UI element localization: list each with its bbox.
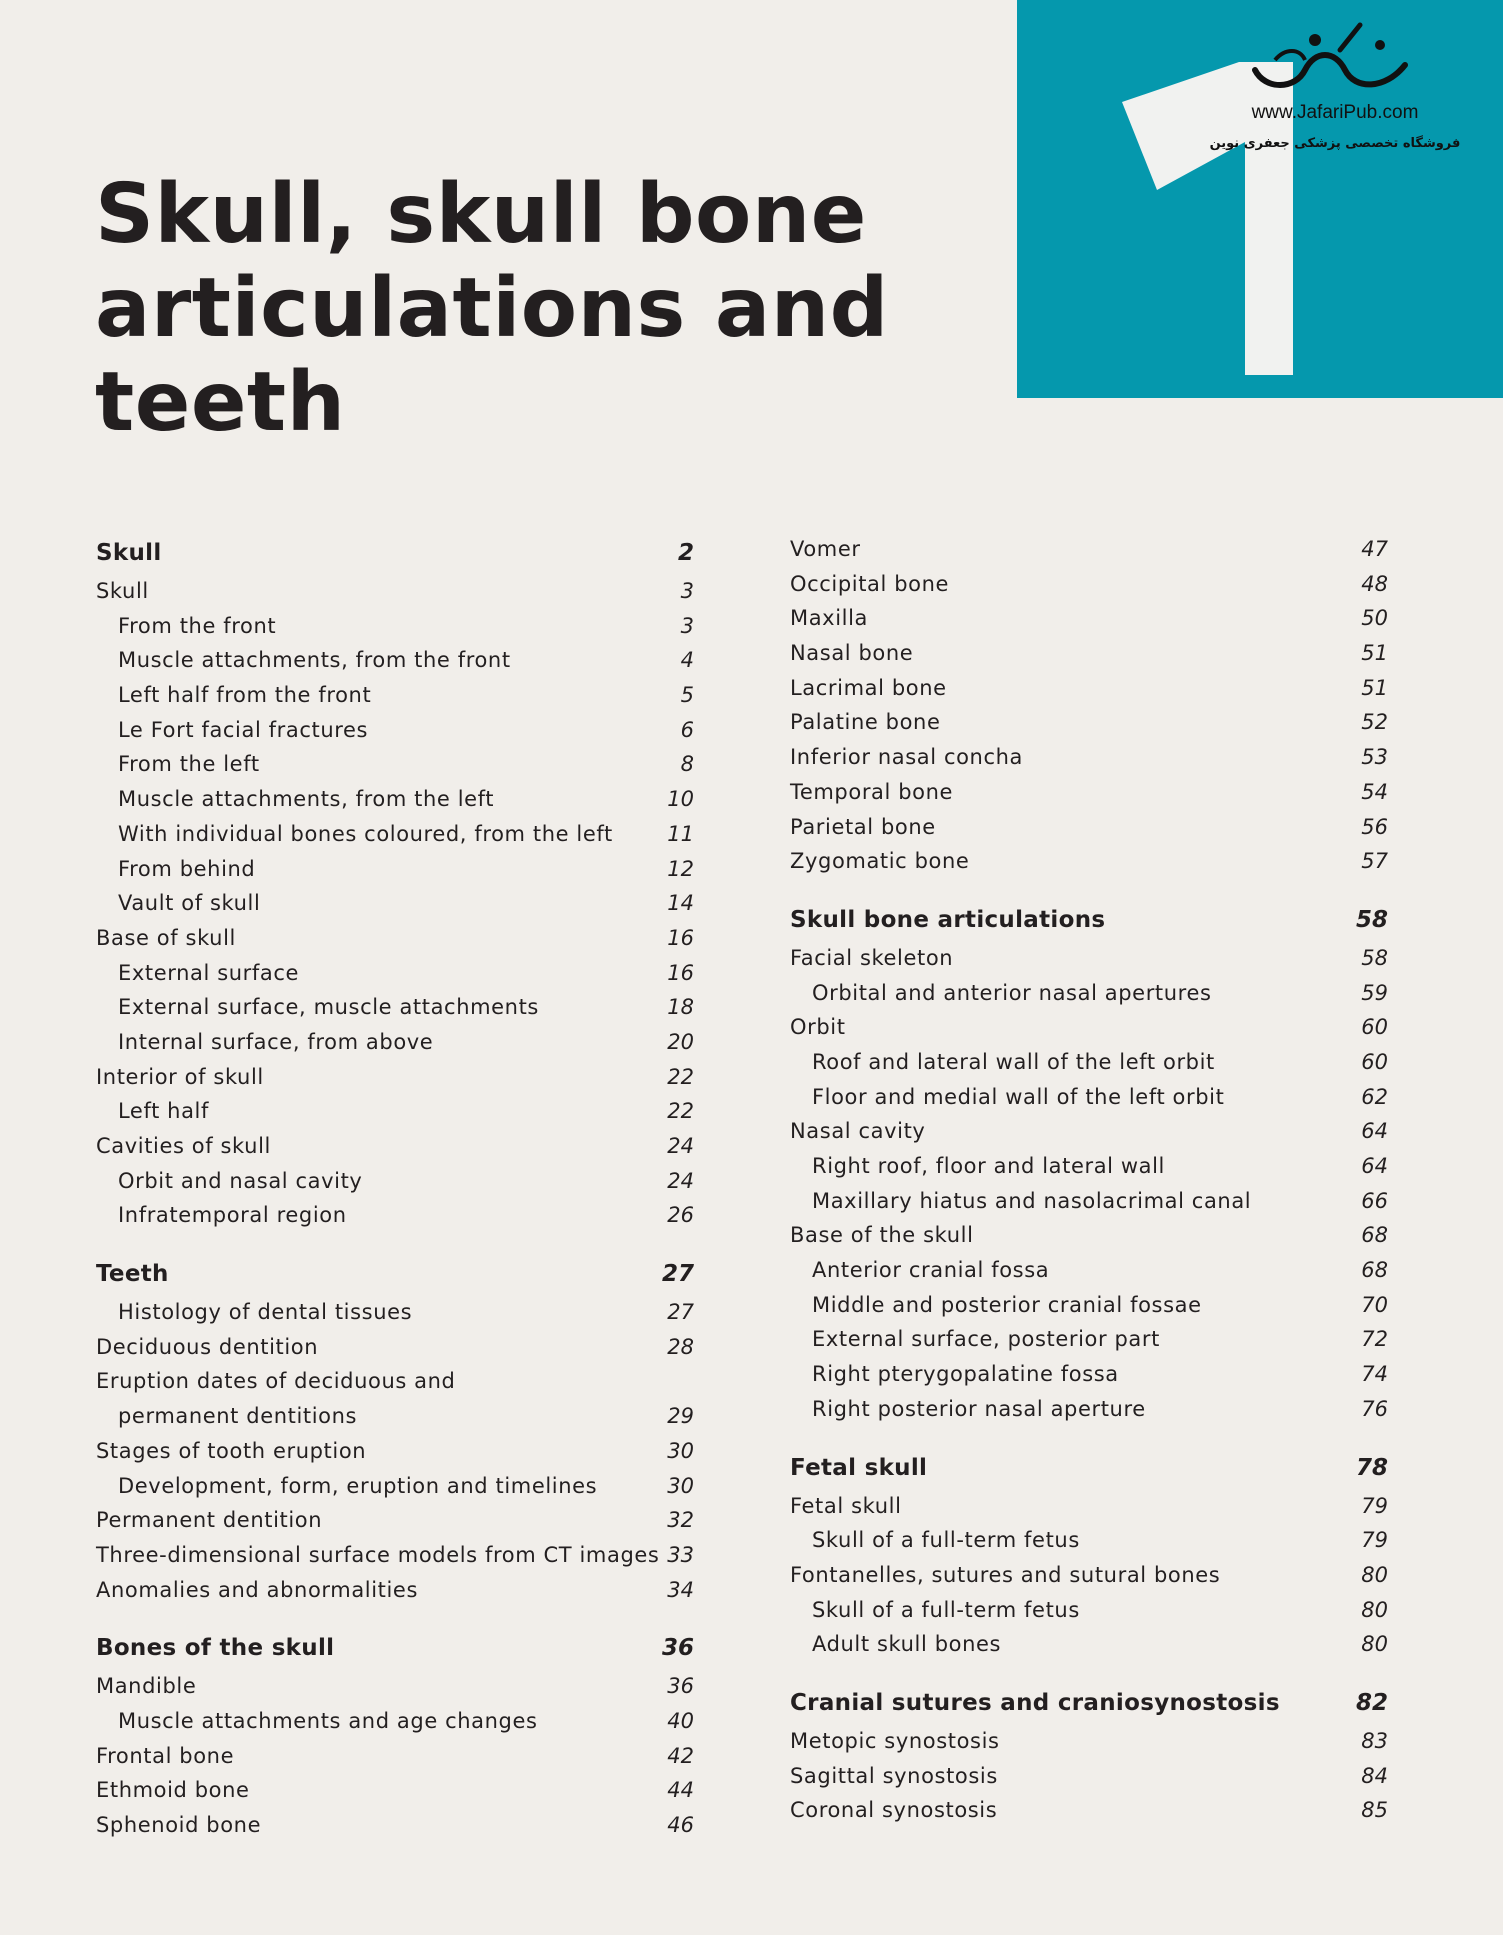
toc-entry[interactable]	[790, 941, 1388, 976]
toc-entry-page-number: 16	[667, 925, 694, 950]
toc-entry[interactable]	[96, 1503, 694, 1538]
toc-entry[interactable]	[96, 1808, 694, 1843]
toc-entry-page-number: 18	[667, 995, 694, 1020]
toc-entry-page-number: 5	[680, 683, 694, 708]
toc-entry-page-number: 3	[680, 613, 694, 638]
toc-entry-page-number: 29	[667, 1404, 694, 1429]
toc-entry[interactable]	[96, 1094, 694, 1129]
toc-entry-page-number: 24	[667, 1134, 694, 1158]
toc-entry[interactable]	[96, 1025, 694, 1060]
toc-entry-page-number: 80	[1361, 1597, 1388, 1622]
toc-entry-title: Adult skull bones	[812, 1632, 1002, 1657]
toc-entry-page-number: 30	[667, 1438, 694, 1463]
toc-entry-page-number: 51	[1361, 675, 1388, 700]
toc-entry[interactable]	[96, 1060, 694, 1095]
toc-entry-page-number: 51	[1361, 641, 1388, 666]
toc-entry[interactable]	[790, 740, 1388, 775]
toc-entry-page-number: 64	[1361, 1154, 1388, 1178]
toc-entry-title: Left half	[118, 1099, 209, 1124]
toc-entry[interactable]	[790, 1218, 1388, 1253]
toc-entry-page-number: 4	[680, 648, 694, 673]
toc-entry-page-number: 27	[661, 1261, 694, 1288]
toc-entry[interactable]	[790, 1523, 1388, 1558]
toc-entry-title: Skull of a full-term fetus	[812, 1597, 1080, 1622]
toc-entry-page-number: 62	[1361, 1084, 1388, 1109]
toc-entry-page-number: 20	[667, 1029, 694, 1054]
toc-entry-page-number: 30	[667, 1473, 694, 1498]
toc-right-column	[790, 532, 1388, 1828]
toc-section-heading[interactable]	[96, 1253, 694, 1295]
toc-entry[interactable]	[790, 705, 1388, 740]
toc-entry-title: With individual bones coloured, from the left	[118, 821, 613, 846]
toc-entry-title: Sphenoid bone	[96, 1813, 262, 1837]
toc-entry-title: Maxilla	[790, 606, 868, 631]
toc-entry-page-number: 36	[661, 1635, 694, 1662]
toc-entry-page-number: 50	[1361, 606, 1388, 631]
toc-entry-title: Interior of skull	[96, 1064, 264, 1089]
toc-entry-title: Eruption dates of deciduous and	[96, 1369, 456, 1394]
toc-entry-title: Vomer	[790, 537, 861, 561]
toc-entry-page-number: 46	[667, 1813, 694, 1837]
toc-entry[interactable]	[790, 1489, 1388, 1524]
toc-entry-page-number: 54	[1361, 779, 1388, 804]
toc-entry-title: Nasal cavity	[790, 1119, 926, 1144]
toc-entry-title: Teeth	[96, 1261, 169, 1288]
toc-entry-page-number: 68	[1361, 1223, 1388, 1248]
toc-entry-page-number: 57	[1361, 849, 1388, 874]
toc-entry[interactable]	[96, 1399, 694, 1434]
toc-entry[interactable]	[96, 817, 694, 852]
toc-entry[interactable]	[790, 1759, 1388, 1794]
toc-entry-page-number: 85	[1361, 1798, 1388, 1823]
toc-entry[interactable]	[96, 1669, 694, 1704]
toc-entry[interactable]	[790, 1558, 1388, 1593]
toc-entry-title: Muscle attachments, from the left	[118, 787, 495, 812]
toc-entry-page-number: 28	[667, 1334, 694, 1359]
toc-entry-page-number: 22	[667, 1064, 694, 1089]
toc-entry-page-number: 36	[667, 1674, 694, 1699]
toc-entry-title: Parietal bone	[790, 814, 936, 839]
toc-entry-title: Ethmoid bone	[96, 1778, 250, 1803]
toc-entry[interactable]	[96, 678, 694, 713]
toc-entry-page-number: 14	[667, 891, 694, 916]
toc-entry-page-number: 10	[667, 787, 694, 812]
toc-entry[interactable]	[96, 1129, 694, 1164]
toc-entry[interactable]	[96, 852, 694, 887]
toc-entry[interactable]	[790, 601, 1388, 636]
toc-entry-title: Inferior nasal concha	[790, 745, 1023, 770]
toc-entry-page-number: 84	[1361, 1763, 1388, 1788]
toc-entry-title: Histology of dental tissues	[118, 1300, 413, 1325]
toc-entry-page-number: 24	[667, 1168, 694, 1193]
toc-entry[interactable]	[790, 1627, 1388, 1662]
toc-entry-page-number: 34	[667, 1577, 694, 1602]
toc-entry-title: Palatine bone	[790, 710, 941, 735]
toc-entry-title: Cranial sutures and craniosynostosis	[790, 1689, 1280, 1716]
toc-entry-title: Orbital and anterior nasal apertures	[812, 980, 1212, 1005]
toc-entry-title: Skull bone articulations	[790, 906, 1106, 933]
chapter-title-line: Skull, skull bone	[95, 167, 867, 262]
toc-entry-title: Facial skeleton	[790, 945, 954, 970]
toc-entry[interactable]	[790, 1793, 1388, 1828]
toc-section-gap	[790, 1427, 1388, 1447]
toc-entry-title: Le Fort facial fractures	[118, 717, 369, 742]
toc-entry-page-number: 12	[667, 856, 694, 881]
toc-entry-title: Mandible	[96, 1674, 197, 1699]
toc-entry-title: Right posterior nasal aperture	[812, 1396, 1146, 1421]
toc-entry-title: Muscle attachments and age changes	[118, 1708, 538, 1733]
toc-entry-title: permanent dentitions	[118, 1404, 358, 1429]
toc-entry[interactable]	[790, 1253, 1388, 1288]
toc-entry-title: Roof and lateral wall of the left orbit	[812, 1049, 1215, 1074]
toc-section-gap	[96, 1233, 694, 1253]
toc-entry-page-number: 52	[1361, 710, 1388, 735]
toc-entry-title: Lacrimal bone	[790, 675, 947, 700]
toc-entry-title: Fontanelles, sutures and sutural bones	[790, 1562, 1221, 1587]
toc-entry-page-number: 8	[680, 752, 694, 777]
toc-entry-page-number: 59	[1361, 980, 1388, 1005]
toc-entry[interactable]	[790, 1288, 1388, 1323]
toc-entry[interactable]	[790, 1184, 1388, 1219]
toc-entry-page-number: 6	[680, 717, 694, 742]
toc-entry-title: Skull	[96, 579, 149, 603]
toc-section-gap	[790, 1662, 1388, 1682]
toc-entry[interactable]	[790, 1149, 1388, 1184]
toc-entry[interactable]	[790, 1357, 1388, 1392]
toc-entry-title: From the left	[118, 752, 260, 777]
toc-entry-page-number: 11	[667, 821, 694, 846]
toc-entry-title: Three-dimensional surface models from CT images	[96, 1542, 660, 1567]
toc-entry-title: External surface, muscle attachments	[118, 995, 539, 1020]
toc-entry-page-number: 56	[1361, 814, 1388, 839]
toc-entry-page-number: 42	[667, 1743, 694, 1768]
toc-entry-title: Internal surface, from above	[118, 1029, 434, 1054]
toc-entry-page-number: 40	[667, 1708, 694, 1733]
toc-entry-page-number: 2	[677, 540, 694, 566]
toc-entry-page-number: 72	[1361, 1327, 1388, 1352]
watermark-url: www.JafariPub.com	[1251, 102, 1419, 123]
toc-section-heading[interactable]	[790, 1447, 1388, 1489]
toc-section-gap	[790, 879, 1388, 899]
toc-entry-page-number: 80	[1361, 1632, 1388, 1657]
chapter-title-line: teeth	[95, 355, 346, 450]
toc-entry-title: Orbit	[790, 1015, 846, 1040]
toc-entry[interactable]	[96, 1364, 694, 1399]
toc-entry-title: Temporal bone	[790, 779, 954, 804]
toc-entry-title: Anomalies and abnormalities	[96, 1577, 418, 1602]
toc-entry-page-number: 33	[667, 1542, 694, 1567]
toc-entry-title: Permanent dentition	[96, 1508, 323, 1533]
toc-entry[interactable]	[96, 609, 694, 644]
toc-entry-title: Zygomatic bone	[790, 849, 970, 874]
toc-entry-title: Skull of a full-term fetus	[812, 1528, 1080, 1553]
toc-entry-title: Vault of skull	[118, 891, 261, 916]
toc-entry-page-number: 48	[1361, 571, 1388, 596]
toc-entry-page-number: 58	[1361, 945, 1388, 970]
toc-entry-page-number: 66	[1361, 1188, 1388, 1213]
toc-entry[interactable]	[96, 956, 694, 991]
toc-entry-page-number: 47	[1361, 537, 1388, 561]
toc-entry[interactable]	[790, 1392, 1388, 1427]
toc-left-column	[96, 532, 694, 1843]
toc-entry-page-number: 79	[1361, 1528, 1388, 1553]
toc-entry-title: Skull	[96, 540, 162, 566]
toc-entry-title: Muscle attachments, from the front	[118, 648, 511, 673]
toc-entry-title: Development, form, eruption and timelines	[118, 1473, 598, 1498]
toc-entry-title: From the front	[118, 613, 277, 638]
toc-entry[interactable]	[790, 671, 1388, 706]
toc-entry-title: Right roof, floor and lateral wall	[812, 1154, 1165, 1178]
toc-entry-title: Anterior cranial fossa	[812, 1258, 1050, 1283]
toc-entry[interactable]	[96, 1330, 694, 1365]
toc-entry-page-number: 3	[680, 579, 694, 603]
toc-entry-page-number: 32	[667, 1508, 694, 1533]
toc-entry[interactable]	[790, 1045, 1388, 1080]
toc-entry[interactable]	[790, 844, 1388, 879]
chapter-title	[95, 168, 915, 450]
toc-entry[interactable]	[96, 990, 694, 1025]
toc-entry-page-number: 53	[1361, 745, 1388, 770]
toc-entry-page-number: 80	[1361, 1562, 1388, 1587]
toc-entry-page-number: 44	[667, 1778, 694, 1803]
toc-entry[interactable]	[96, 1198, 694, 1233]
toc-entry-page-number: 60	[1361, 1049, 1388, 1074]
toc-section-heading[interactable]	[790, 1682, 1388, 1724]
toc-entry[interactable]	[96, 1434, 694, 1469]
toc-entry[interactable]	[790, 1724, 1388, 1759]
toc-entry[interactable]	[96, 886, 694, 921]
toc-entry[interactable]	[790, 775, 1388, 810]
toc-entry-page-number: 68	[1361, 1258, 1388, 1283]
toc-entry-title: Middle and posterior cranial fossae	[812, 1292, 1202, 1317]
toc-entry-page-number: 76	[1361, 1396, 1388, 1421]
toc-entry-title: Base of the skull	[790, 1223, 974, 1248]
toc-entry-page-number: 70	[1361, 1292, 1388, 1317]
toc-entry-title: Nasal bone	[790, 641, 914, 666]
toc-entry[interactable]	[790, 810, 1388, 845]
toc-entry[interactable]	[96, 1739, 694, 1774]
chapter-title-line: articulations and	[95, 261, 889, 356]
toc-entry[interactable]	[96, 574, 694, 609]
toc-entry[interactable]	[790, 1010, 1388, 1045]
toc-section-heading[interactable]	[790, 899, 1388, 941]
toc-entry-title: Occipital bone	[790, 571, 950, 596]
toc-entry-title: Maxillary hiatus and nasolacrimal canal	[812, 1188, 1252, 1213]
toc-entry-title: External surface, posterior part	[812, 1327, 1160, 1352]
toc-entry[interactable]	[790, 1593, 1388, 1628]
toc-entry-title: Stages of tooth eruption	[96, 1438, 367, 1463]
toc-entry-title: Bones of the skull	[96, 1635, 335, 1662]
toc-entry-title: Right pterygopalatine fossa	[812, 1362, 1119, 1387]
toc-entry-title: Cavities of skull	[96, 1134, 271, 1158]
toc-entry-title: Metopic synostosis	[790, 1728, 1000, 1753]
toc-entry-page-number: 22	[667, 1099, 694, 1124]
toc-entry[interactable]	[96, 747, 694, 782]
toc-entry-title: Orbit and nasal cavity	[118, 1168, 363, 1193]
toc-entry-title: Left half from the front	[118, 683, 372, 708]
toc-entry[interactable]	[96, 1773, 694, 1808]
toc-section-heading[interactable]	[96, 532, 694, 574]
toc-entry-page-number: 60	[1361, 1015, 1388, 1040]
toc-section-heading[interactable]	[96, 1627, 694, 1669]
toc-entry-page-number: 64	[1361, 1119, 1388, 1144]
toc-entry[interactable]	[96, 1295, 694, 1330]
toc-entry[interactable]	[96, 1704, 694, 1739]
toc-entry-page-number: 26	[667, 1203, 694, 1228]
toc-entry-title: Fetal skull	[790, 1493, 902, 1518]
toc-entry-title: Fetal skull	[790, 1454, 928, 1481]
toc-entry-title: Frontal bone	[96, 1743, 235, 1768]
toc-entry-title: External surface	[118, 960, 300, 985]
toc-entry-page-number: 16	[667, 960, 694, 985]
toc-entry[interactable]	[790, 567, 1388, 602]
toc-entry-page-number: 78	[1355, 1454, 1388, 1481]
toc-entry[interactable]	[790, 976, 1388, 1011]
toc-entry-page-number: 83	[1361, 1728, 1388, 1753]
toc-entry-page-number: 27	[667, 1300, 694, 1325]
toc-entry-page-number: 82	[1355, 1689, 1388, 1716]
toc-entry[interactable]	[96, 1538, 694, 1573]
toc-entry[interactable]	[96, 643, 694, 678]
toc-entry-title: Infratemporal region	[118, 1203, 347, 1228]
toc-entry-page-number: 58	[1355, 906, 1388, 933]
toc-entry[interactable]	[790, 532, 1388, 567]
toc-entry-title: Sagittal synostosis	[790, 1763, 998, 1788]
watermark-calligraphy-icon	[1245, 20, 1425, 100]
toc-entry-title: From behind	[118, 856, 256, 881]
toc-entry[interactable]	[790, 1322, 1388, 1357]
toc-entry-page-number: 74	[1361, 1362, 1388, 1387]
toc-entry-title: Floor and medial wall of the left orbit	[812, 1084, 1225, 1109]
toc-entry[interactable]	[96, 1573, 694, 1608]
toc-entry[interactable]	[790, 636, 1388, 671]
watermark-logo	[1200, 20, 1470, 170]
watermark-caption: فروشگاه تخصصی پزشکی جعفری نوین	[1209, 136, 1461, 151]
toc-section-gap	[96, 1607, 694, 1627]
toc-entry[interactable]	[96, 1469, 694, 1504]
toc-entry-title: Coronal synostosis	[790, 1798, 998, 1823]
toc-entry[interactable]	[790, 1114, 1388, 1149]
toc-entry[interactable]	[96, 1164, 694, 1199]
toc-entry[interactable]	[96, 713, 694, 748]
toc-entry-page-number: 79	[1361, 1493, 1388, 1518]
toc-entry[interactable]	[790, 1080, 1388, 1115]
toc-entry[interactable]	[96, 921, 694, 956]
toc-entry-title: Deciduous dentition	[96, 1334, 319, 1359]
toc-entry[interactable]	[96, 782, 694, 817]
toc-entry-title: Base of skull	[96, 925, 236, 950]
